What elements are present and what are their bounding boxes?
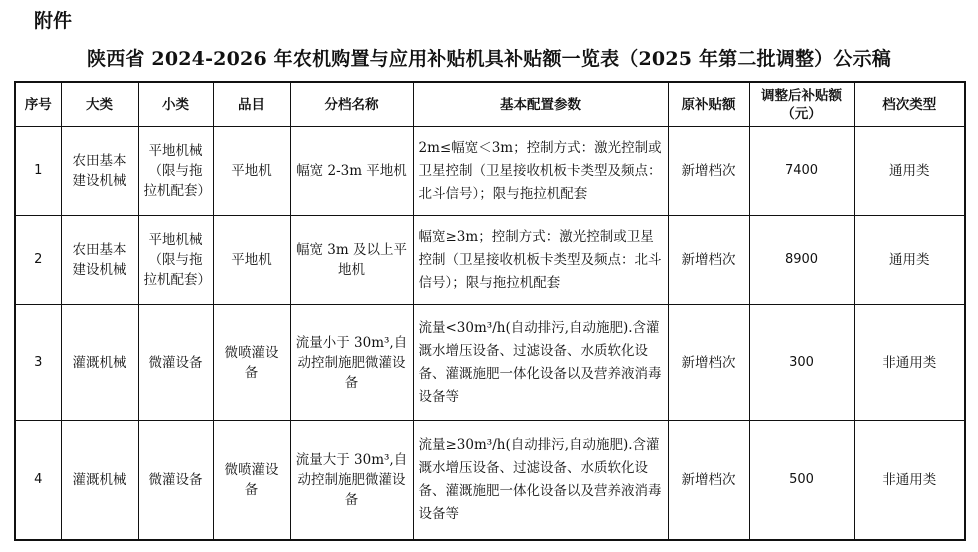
- cell-seq: 2: [15, 216, 61, 305]
- cell-tier-type: 非通用类: [854, 421, 965, 541]
- cell-subcategory: 平地机械（限与拖拉机配套）: [138, 127, 213, 216]
- cell-subcategory: 微灌设备: [138, 305, 213, 421]
- cell-item: 微喷灌设备: [213, 305, 290, 421]
- appendix-label: 附件: [34, 10, 73, 32]
- table-row: [15, 305, 965, 421]
- cell-tier-name: 幅宽 3m 及以上平地机: [290, 216, 413, 305]
- header-subcategory: 小类: [138, 82, 213, 127]
- cell-adjusted-subsidy: 8900: [749, 216, 854, 305]
- header-tier-type: 档次类型: [854, 82, 965, 127]
- table-row: [15, 127, 965, 216]
- cell-config: 流量<30m³/h(自动排污,自动施肥).含灌溉水增压设备、过滤设备、水质软化设备、灌溉施肥一体化设备以及营养液消毒设备等: [413, 305, 668, 421]
- cell-seq: 1: [15, 127, 61, 216]
- cell-tier-type: 通用类: [854, 127, 965, 216]
- cell-item: 平地机: [213, 127, 290, 216]
- cell-tier-name: 流量小于 30m³,自动控制施肥微灌设备: [290, 305, 413, 421]
- cell-category: 农田基本建设机械: [61, 127, 138, 216]
- cell-category: 农田基本建设机械: [61, 216, 138, 305]
- header-seq: 序号: [15, 82, 61, 127]
- cell-original-subsidy: 新增档次: [668, 305, 749, 421]
- cell-adjusted-subsidy: 300: [749, 305, 854, 421]
- cell-seq: 4: [15, 421, 61, 541]
- subsidy-table: [14, 81, 966, 541]
- header-item: 品目: [213, 82, 290, 127]
- cell-subcategory: 平地机械（限与拖拉机配套）: [138, 216, 213, 305]
- cell-category: 灌溉机械: [61, 305, 138, 421]
- table-header-row: [15, 82, 965, 127]
- cell-category: 灌溉机械: [61, 421, 138, 541]
- cell-original-subsidy: 新增档次: [668, 216, 749, 305]
- header-tier-name: 分档名称: [290, 82, 413, 127]
- cell-item: 平地机: [213, 216, 290, 305]
- table-row: [15, 216, 965, 305]
- cell-adjusted-subsidy: 500: [749, 421, 854, 541]
- cell-tier-name: 幅宽 2-3m 平地机: [290, 127, 413, 216]
- cell-subcategory: 微灌设备: [138, 421, 213, 541]
- cell-config: 流量≥30m³/h(自动排污,自动施肥).含灌溉水增压设备、过滤设备、水质软化设备、灌溉施肥一体化设备以及营养液消毒设备等: [413, 421, 668, 541]
- document-title: 陕西省 2024-2026 年农机购置与应用补贴机具补贴额一览表（2025 年第二批调整）公示稿: [87, 48, 891, 70]
- cell-original-subsidy: 新增档次: [668, 127, 749, 216]
- cell-adjusted-subsidy: 7400: [749, 127, 854, 216]
- cell-original-subsidy: 新增档次: [668, 421, 749, 541]
- cell-tier-name: 流量大于 30m³,自动控制施肥微灌设备: [290, 421, 413, 541]
- header-original-subsidy: 原补贴额: [668, 82, 749, 127]
- header-category: 大类: [61, 82, 138, 127]
- header-config: 基本配置参数: [413, 82, 668, 127]
- cell-config: 幅宽≥3m；控制方式：激光控制或卫星控制（卫星接收机板卡类型及频点：北斗信号）；限与拖拉机配套: [413, 216, 668, 305]
- cell-item: 微喷灌设备: [213, 421, 290, 541]
- cell-seq: 3: [15, 305, 61, 421]
- header-adjusted-subsidy: 调整后补贴额（元）: [749, 82, 854, 127]
- cell-tier-type: 通用类: [854, 216, 965, 305]
- cell-tier-type: 非通用类: [854, 305, 965, 421]
- cell-config: 2m≤幅宽＜3m；控制方式：激光控制或卫星控制（卫星接收机板卡类型及频点：北斗信号）；限与拖拉机配套: [413, 127, 668, 216]
- table-row: [15, 421, 965, 541]
